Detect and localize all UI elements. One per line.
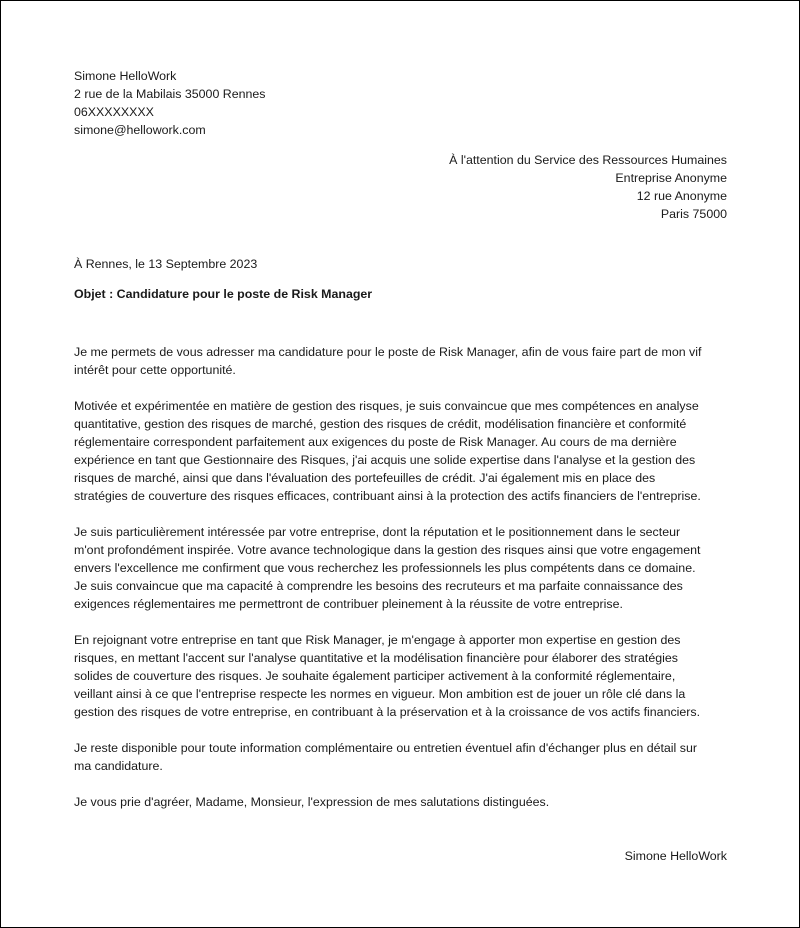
paragraph-line: Motivée et expérimentée en matière de gestion des risques, je suis convaincue que mes compétences en analyse xyxy=(74,399,699,413)
paragraph-line: stratégies de couverture des risques efficaces, contribuant ainsi à la protection des actifs financiers de l'entreprise. xyxy=(74,489,701,503)
paragraph-closing xyxy=(74,793,734,811)
paragraph-line: risques, en mettant l'accent sur l'analyse quantitative et la modélisation financière pour élaborer des stratégies xyxy=(74,651,678,665)
paragraph-line: Je suis convaincue que ma capacité à comprendre les besoins des recruteurs et ma parfaite connaissance des xyxy=(74,579,683,593)
recipient-city: Paris 75000 xyxy=(660,207,727,221)
paragraph-line: exigences réglementaires me permettront de contribuer pleinement à la réussite de votre entreprise. xyxy=(74,597,623,611)
recipient-company: Entreprise Anonyme xyxy=(615,171,727,185)
paragraph-line: réglementaire correspondent parfaitement aux exigences du poste de Risk Manager. Au cours de ma dernière xyxy=(74,435,677,449)
paragraph-motivation xyxy=(74,523,734,613)
recipient-block xyxy=(449,151,727,223)
paragraph-line: Je suis particulièrement intéressée par votre entreprise, dont la réputation et le positionnement dans le secteur xyxy=(74,525,681,539)
paragraph-experience xyxy=(74,397,734,505)
sender-address: 2 rue de la Mabilais 35000 Rennes xyxy=(74,87,266,101)
paragraph-line: Je reste disponible pour toute information complémentaire ou entretien éventuel afin d'échanger plus en détail sur xyxy=(74,741,697,755)
date-line: À Rennes, le 13 Septembre 2023 xyxy=(74,257,258,271)
sender-phone: 06XXXXXXXX xyxy=(74,105,154,119)
recipient-street: 12 rue Anonyme xyxy=(636,189,727,203)
paragraph-line: Je vous prie d'agréer, Madame, Monsieur, l'expression de mes salutations distinguées. xyxy=(74,795,550,809)
paragraph-line: intérêt pour cette opportunité. xyxy=(74,363,236,377)
recipient-attention: À l'attention du Service des Ressources Humaines xyxy=(449,153,727,167)
subject-line: Objet : Candidature pour le poste de Risk Manager xyxy=(74,287,373,301)
paragraph-line: risques de marché, ainsi que dans l'évaluation des portefeuilles de crédit. J'ai également mis en place des xyxy=(74,471,656,485)
paragraph-line: m'ont profondément inspirée. Votre avance technologique dans la gestion des risques ainsi que votre engagement xyxy=(74,543,701,557)
sender-name: Simone HelloWork xyxy=(74,69,177,83)
paragraph-line: ma candidature. xyxy=(74,759,163,773)
paragraph-commitment xyxy=(74,631,734,721)
paragraph-line: quantitative, gestion des risques de marché, gestion des risques de crédit, modélisation financière et conformité xyxy=(74,417,687,431)
paragraph-line: gestion des risques de votre entreprise, en contribuant à la préservation et à la croissance de vos actifs financiers. xyxy=(74,705,701,719)
paragraph-availability xyxy=(74,739,734,775)
paragraph-line: expérience en tant que Gestionnaire des Risques, j'ai acquis une solide expertise dans l'analyse et la gestion des xyxy=(74,453,696,467)
sender-block xyxy=(74,67,266,139)
paragraph-line: En rejoignant votre entreprise en tant que Risk Manager, je m'engage à apporter mon expertise en gestion des xyxy=(74,633,681,647)
signature: Simone HelloWork xyxy=(624,849,727,863)
paragraph-line: veillant ainsi à ce que l'entreprise respecte les normes en vigueur. Mon ambition est de jouer un rôle clé dans la xyxy=(74,687,686,701)
sender-email: simone@hellowork.com xyxy=(74,123,206,137)
paragraph-line: solides de couverture des risques. Je souhaite également participer activement à la conformité réglementaire, xyxy=(74,669,676,683)
paragraph-line: envers l'excellence me confirment que vous recherchez les professionnels les plus compétents dans ce domaine. xyxy=(74,561,696,575)
letter-body xyxy=(74,343,734,829)
paragraph-intro xyxy=(74,343,734,379)
paragraph-line: Je me permets de vous adresser ma candidature pour le poste de Risk Manager, afin de vous faire part de mon vif xyxy=(74,345,702,359)
